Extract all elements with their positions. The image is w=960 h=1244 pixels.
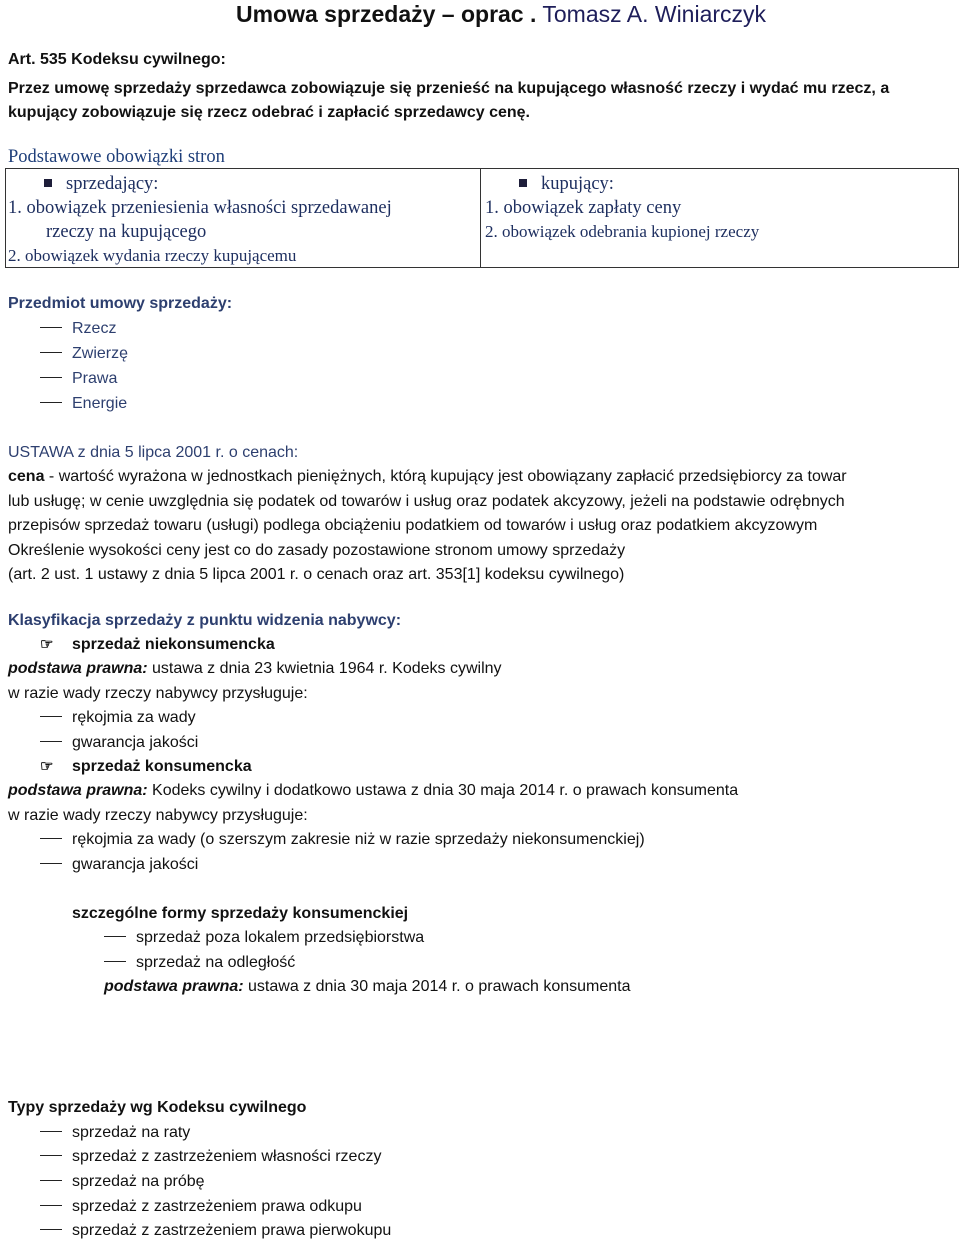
consumer-basis: podstawa prawna: Kodeks cywilny i dodatkowo ustawa z dnia 30 maja 2014 r. o prawach konsumenta (8, 782, 739, 799)
types-item: sprzedaż na raty (40, 1121, 190, 1146)
square-bullet-icon (519, 179, 527, 187)
consumer-label-row: ☞ sprzedaż konsumencka (40, 755, 252, 780)
buyer-item-2: 2. obowiązek odebrania kupionej rzeczy (485, 222, 760, 241)
consumer-right-item: rękojmia za wady (o szerszym zakresie niż w razie sprzedaży niekonsumenckiej) (40, 828, 645, 853)
consumer-right-item: gwarancja jakości (40, 853, 198, 878)
seller-item-2: 2. obowiązek wydania rzeczy kupującemu (8, 246, 297, 265)
consumer-rights: w razie wady rzeczy nabywcy przysługuje: (8, 807, 308, 824)
types-item: sprzedaż z zastrzeżeniem prawa pierwokupu (40, 1219, 391, 1244)
special-heading: szczególne formy sprzedaży konsumenckiej (72, 905, 409, 922)
classification-heading: Klasyfikacja sprzedaży z punktu widzenia nabywcy: (8, 612, 402, 629)
article-heading: Art. 535 Kodeksu cywilnego: (8, 51, 226, 68)
prices-line-5: (art. 2 ust. 1 ustawy z dnia 5 lipca 2001 r. o cenach oraz art. 353[1] kodeksu cywilnego) (8, 566, 625, 583)
subject-item: Prawa (40, 367, 117, 392)
special-item: sprzedaż poza lokalem przedsiębiorstwa (104, 926, 424, 951)
subject-item: Rzecz (40, 317, 116, 342)
dash-icon (104, 961, 126, 962)
square-bullet-icon (44, 179, 52, 187)
dash-icon (40, 1180, 62, 1181)
dash-icon (40, 1205, 62, 1206)
dash-icon (40, 377, 62, 378)
nonconsumer-rights: w razie wady rzeczy nabywcy przysługuje: (8, 685, 308, 702)
dash-icon (40, 402, 62, 403)
special-basis: podstawa prawna: ustawa z dnia 30 maja 2014 r. o prawach konsumenta (104, 978, 631, 995)
types-item: sprzedaż na próbę (40, 1170, 205, 1195)
seller-label-row (44, 172, 158, 196)
dash-icon (40, 716, 62, 717)
subject-item: Zwierzę (40, 342, 128, 367)
article-block (8, 48, 889, 126)
dash-icon (40, 1229, 62, 1230)
special-item: sprzedaż na odległość (104, 951, 295, 976)
buyer-label-row (519, 172, 614, 196)
seller-label: sprzedający: (66, 174, 159, 194)
nonconsumer-basis: podstawa prawna: ustawa z dnia 23 kwietnia 1964 r. Kodeks cywilny (8, 660, 502, 677)
nonconsumer-right-item: rękojmia za wady (40, 706, 196, 731)
dash-icon (40, 1131, 62, 1132)
types-item: sprzedaż z zastrzeżeniem prawa odkupu (40, 1195, 362, 1220)
buyer-cell (481, 169, 958, 267)
duties-heading: Podstawowe obowiązki stron (8, 147, 225, 167)
pointing-hand-icon: ☞ (40, 758, 54, 775)
dash-icon (104, 936, 126, 937)
dash-icon (40, 863, 62, 864)
nonconsumer-label-row: ☞ sprzedaż niekonsumencka (40, 633, 275, 658)
types-item: sprzedaż z zastrzeżeniem własności rzeczy (40, 1145, 381, 1170)
prices-line-2: lub usługę; w cenie uwzględnia się podatek od towarów i usług oraz podatek akcyzowy, jeżeli na podstawie odrębnych (8, 493, 845, 510)
article-line-1: Przez umowę sprzedaży sprzedawca zobowiązuje się przenieść na kupującego własność rzeczy i wydać mu rzecz, a (8, 79, 890, 97)
buyer-label: kupujący: (541, 174, 614, 194)
prices-act: USTAWA z dnia 5 lipca 2001 r. o cenach: (8, 444, 299, 461)
seller-item-1b: rzeczy na kupującego (46, 222, 207, 242)
prices-line-4: Określenie wysokości ceny jest co do zasady pozostawione stronom umowy sprzedaży (8, 542, 626, 559)
subject-heading: Przedmiot umowy sprzedaży: (8, 295, 233, 312)
dash-icon (40, 838, 62, 839)
buyer-item-1: 1. obowiązek zapłaty ceny (485, 198, 682, 218)
pointing-hand-icon: ☞ (40, 636, 54, 653)
dash-icon (40, 741, 62, 742)
nonconsumer-right-item: gwarancja jakości (40, 731, 198, 756)
article-line-2: kupujący zobowiązuje się rzecz odebrać i zapłacić sprzedawcy cenę. (8, 104, 530, 122)
subject-item: Energie (40, 392, 127, 417)
title-bold: Umowa sprzedaży – oprac . (236, 1, 537, 27)
dash-icon (40, 1155, 62, 1156)
prices-line-1: cena - wartość wyrażona w jednostkach pieniężnych, którą kupujący jest obowiązany zapłacić przedsiębiorcy za towar (8, 468, 847, 485)
title-author: Tomasz A. Winiarczyk (542, 1, 767, 27)
types-heading: Typy sprzedaży wg Kodeksu cywilnego (8, 1099, 307, 1116)
seller-cell (6, 169, 481, 267)
seller-item-1a: 1. obowiązek przeniesienia własności sprzedawanej (8, 198, 392, 218)
dash-icon (40, 327, 62, 328)
prices-line-3: przepisów sprzedaż towaru (usługi) podlega obciążeniu podatkiem od towarów i usług oraz podatkiem akcyzowym (8, 517, 818, 534)
dash-icon (40, 352, 62, 353)
page-title (236, 0, 766, 28)
duties-table (5, 168, 959, 268)
